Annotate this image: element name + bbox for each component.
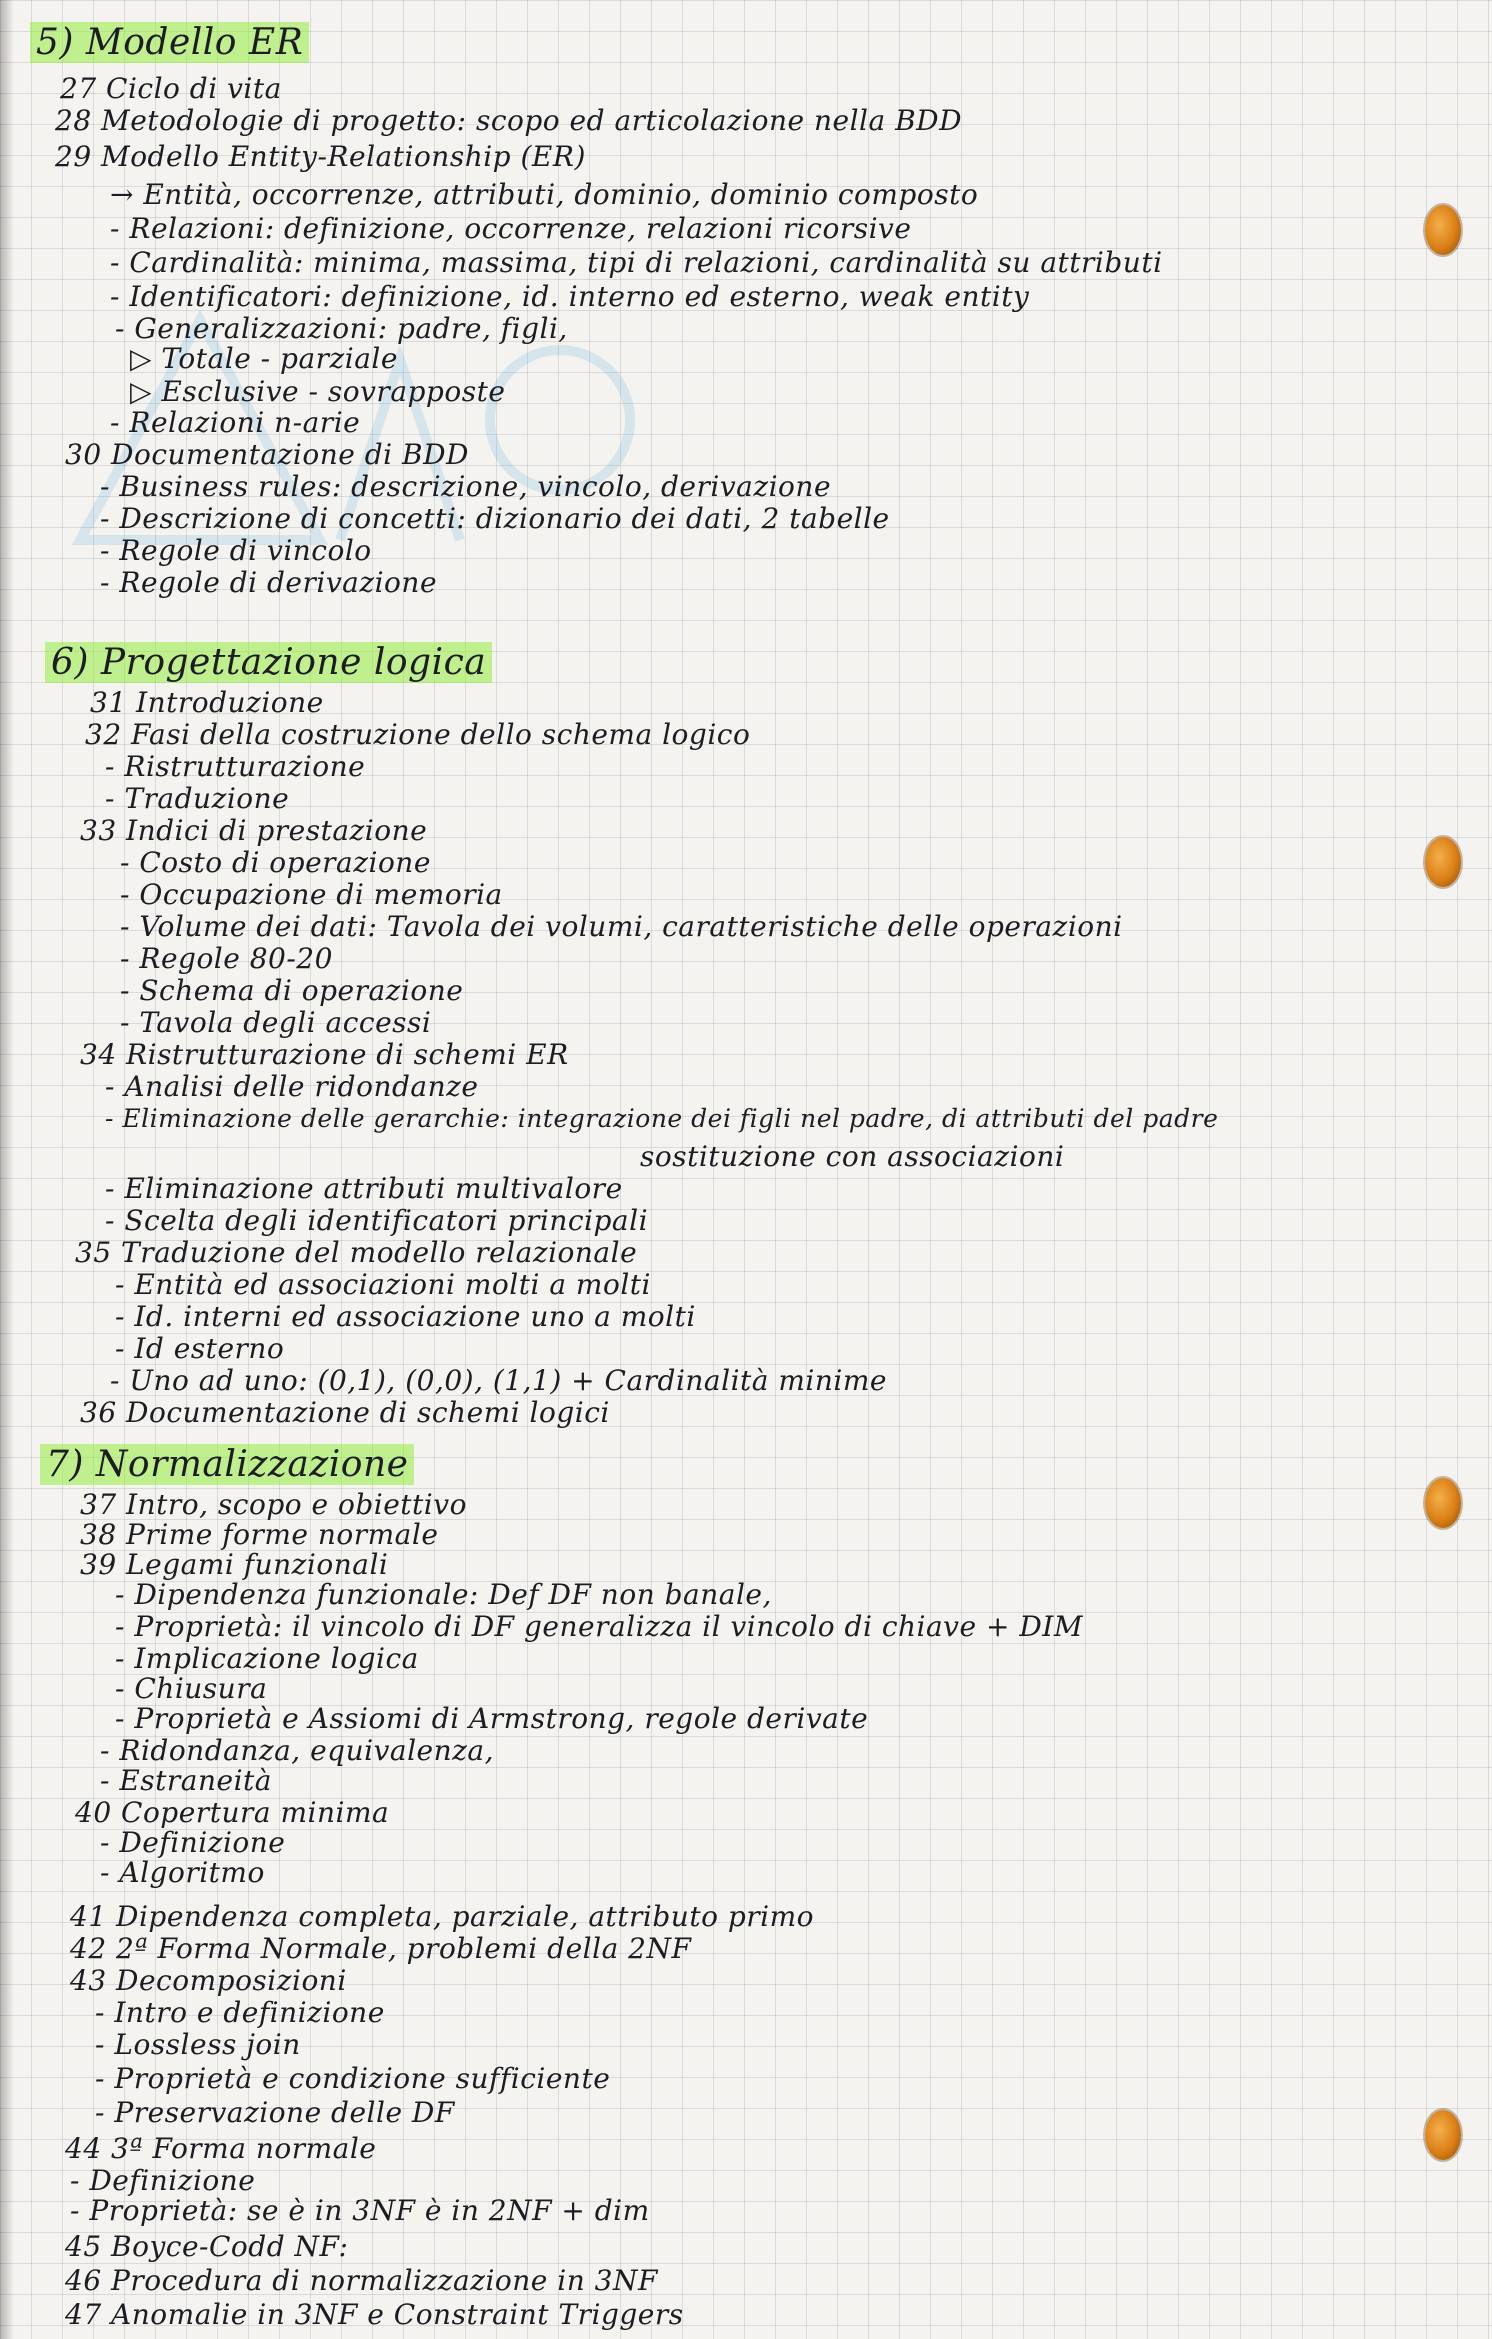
- subtopic-line: - Eliminazione delle gerarchie: integrazione dei figli nel padre, di attributi del padre: [105, 1104, 1219, 1133]
- topic-line: 41 Dipendenza completa, parziale, attributo primo: [70, 1900, 815, 1933]
- subtopic-line: - Scelta degli identificatori principali: [105, 1204, 649, 1237]
- punch-hole-icon: [1425, 1478, 1461, 1528]
- topic-line: 47 Anomalie in 3NF e Constraint Triggers: [65, 2298, 684, 2331]
- topic-line: 40 Copertura minima: [75, 1796, 390, 1829]
- topic-line: 31 Introduzione: [90, 686, 324, 719]
- subtopic-line: - Id. interni ed associazione uno a molti: [115, 1300, 696, 1333]
- subtopic-line: - Costo di operazione: [120, 846, 431, 879]
- subtopic-line: → Entità, occorrenze, attributi, dominio, dominio composto: [110, 178, 979, 211]
- subtopic-line: - Preservazione delle DF: [95, 2096, 455, 2129]
- topic-line: 34 Ristrutturazione di schemi ER: [80, 1038, 569, 1071]
- topic-line: 39 Legami funzionali: [80, 1548, 389, 1581]
- topic-line: 42 2ª Forma Normale, problemi della 2NF: [70, 1932, 692, 1965]
- subtopic-line: - Uno ad uno: (0,1), (0,0), (1,1) + Cardinalità minime: [110, 1364, 887, 1397]
- topic-line: 46 Procedura di normalizzazione in 3NF: [65, 2264, 658, 2297]
- punch-hole-icon: [1425, 205, 1461, 255]
- subtopic-line: - Definizione: [70, 2164, 256, 2197]
- subtopic-line: - Volume dei dati: Tavola dei volumi, caratteristiche delle operazioni: [120, 910, 1123, 943]
- subtopic-line: - Proprietà e condizione sufficiente: [95, 2062, 611, 2095]
- subtopic-line: - Analisi delle ridondanze: [105, 1070, 479, 1103]
- punch-hole-icon: [1425, 837, 1461, 887]
- topic-line: 30 Documentazione di BDD: [65, 438, 469, 471]
- subtopic-line: - Eliminazione attributi multivalore: [105, 1172, 623, 1205]
- subtopic-line: - Intro e definizione: [95, 1996, 385, 2029]
- punch-hole-icon: [1425, 2110, 1461, 2160]
- subtopic-line: - Chiusura: [115, 1672, 268, 1705]
- subtopic-line: - Ridondanza, equivalenza,: [100, 1734, 495, 1767]
- subtopic-line: - Identificatori: definizione, id. interno ed esterno, weak entity: [110, 280, 1030, 313]
- topic-line: 33 Indici di prestazione: [80, 814, 428, 847]
- subtopic-line: - Entità ed associazioni molti a molti: [115, 1268, 651, 1301]
- subtopic-line: - Relazioni: definizione, occorrenze, relazioni ricorsive: [110, 212, 912, 245]
- subtopic-line: - Id esterno: [115, 1332, 285, 1365]
- subtopic-line: - Generalizzazioni: padre, figli,: [115, 312, 568, 345]
- subtopic-line: ▷ Totale - parziale: [130, 342, 398, 375]
- topic-line: 27 Ciclo di vita: [60, 72, 282, 105]
- section-heading: 5) Modello ER: [30, 22, 309, 63]
- subtopic-line: - Lossless join: [95, 2028, 301, 2061]
- subtopic-line: - Regole 80-20: [120, 942, 333, 975]
- topic-line: 43 Decomposizioni: [70, 1964, 347, 1997]
- subtopic-line: - Ristrutturazione: [105, 750, 366, 783]
- topic-line: 29 Modello Entity-Relationship (ER): [55, 140, 586, 173]
- subtopic-line: - Definizione: [100, 1826, 286, 1859]
- subtopic-line: - Cardinalità: minima, massima, tipi di relazioni, cardinalità su attributi: [110, 246, 1163, 279]
- topic-line: 44 3ª Forma normale: [65, 2132, 377, 2165]
- subtopic-line: - Proprietà: il vincolo di DF generalizza il vincolo di chiave + DIM: [115, 1610, 1084, 1643]
- subtopic-line: - Algoritmo: [100, 1856, 265, 1889]
- subtopic-line: - Tavola degli accessi: [120, 1006, 432, 1039]
- topic-line: 28 Metodologie di progetto: scopo ed articolazione nella BDD: [55, 104, 963, 137]
- subtopic-line: - Traduzione: [105, 782, 290, 815]
- subtopic-line: - Schema di operazione: [120, 974, 464, 1007]
- subtopic-line: - Estraneità: [100, 1764, 273, 1797]
- subtopic-line: - Dipendenza funzionale: Def DF non banale,: [115, 1578, 772, 1611]
- section-heading: 6) Progettazione logica: [45, 642, 492, 683]
- subtopic-line: - Regole di derivazione: [100, 566, 438, 599]
- subtopic-line: - Proprietà e Assiomi di Armstrong, regole derivate: [115, 1702, 869, 1735]
- topic-line: 45 Boyce-Codd NF:: [65, 2230, 349, 2263]
- topic-line: 36 Documentazione di schemi logici: [80, 1396, 610, 1429]
- topic-line: 32 Fasi della costruzione dello schema logico: [85, 718, 751, 751]
- subtopic-line: - Implicazione logica: [115, 1642, 419, 1675]
- subtopic-line: - Business rules: descrizione, vincolo, derivazione: [100, 470, 832, 503]
- subtopic-line: - Proprietà: se è in 3NF è in 2NF + dim: [70, 2194, 650, 2227]
- topic-line: 37 Intro, scopo e obiettivo: [80, 1488, 467, 1521]
- subtopic-line: - Relazioni n-arie: [110, 406, 361, 439]
- topic-line: 35 Traduzione del modello relazionale: [75, 1236, 638, 1269]
- subtopic-line: - Occupazione di memoria: [120, 878, 503, 911]
- topic-line: 38 Prime forme normale: [80, 1518, 439, 1551]
- subtopic-continuation: sostituzione con associazioni: [640, 1140, 1065, 1173]
- page-edge-shadow: [0, 0, 14, 2339]
- subtopic-line: - Descrizione di concetti: dizionario dei dati, 2 tabelle: [100, 502, 890, 535]
- subtopic-line: - Regole di vincolo: [100, 534, 372, 567]
- section-heading: 7) Normalizzazione: [40, 1444, 414, 1485]
- subtopic-line: ▷ Esclusive - sovrapposte: [130, 375, 506, 408]
